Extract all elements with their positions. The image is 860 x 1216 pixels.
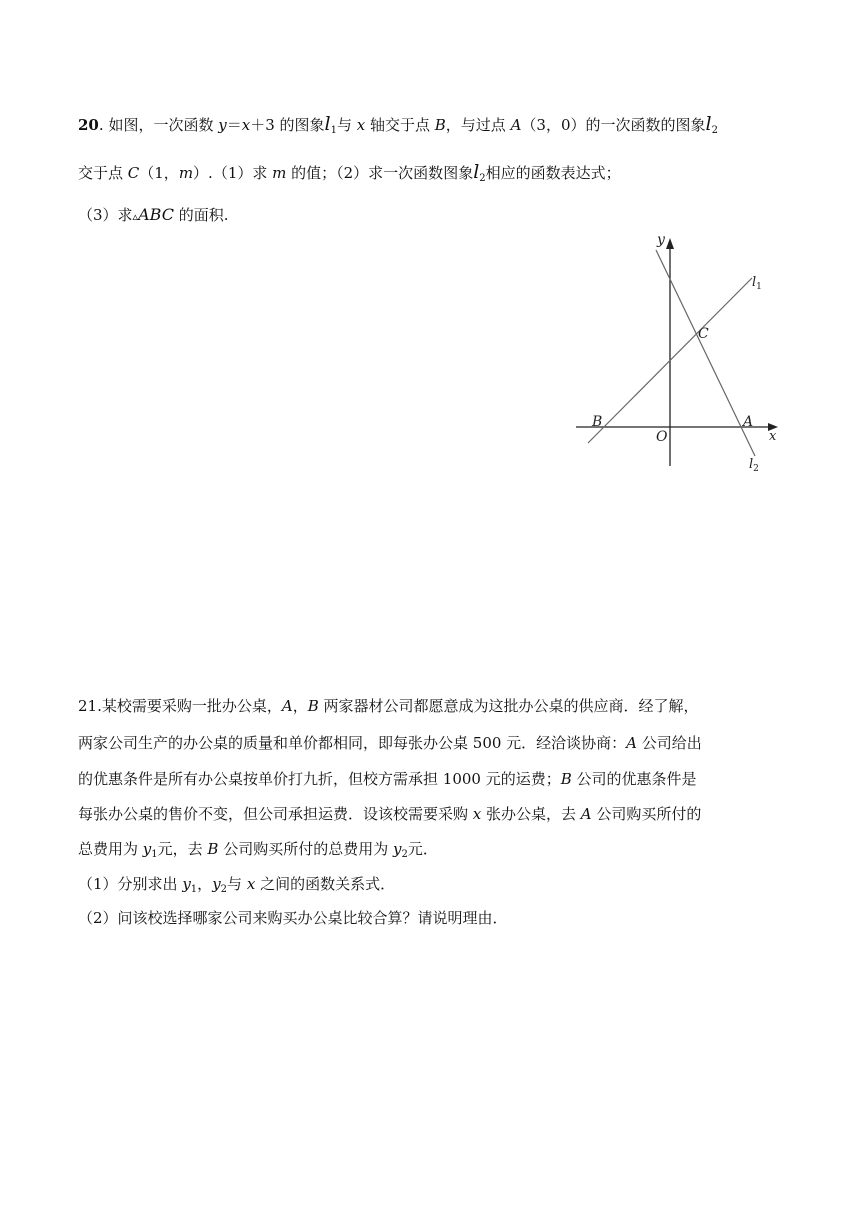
subscript: 1 — [190, 884, 198, 895]
var-c: C — [127, 164, 140, 182]
subscript: 2 — [220, 884, 228, 895]
point-c-label: C — [698, 326, 709, 342]
point-a-label: A — [743, 414, 754, 430]
y-axis-label: y — [657, 232, 665, 248]
line-l2 — [656, 250, 755, 456]
text: 每张办公桌的售价不变，但公司承担运费．设该校需要采购 — [78, 805, 473, 823]
text: 公司购买所付的总费用为 — [218, 840, 393, 858]
text: ，与过点 — [445, 116, 511, 134]
q20-line-3 — [78, 205, 228, 227]
q21-line-2 — [78, 733, 702, 753]
q20-line-1 — [78, 114, 718, 135]
triangle-symbol: ▵ — [132, 210, 139, 223]
var-y: y — [393, 840, 402, 858]
var-y: y — [182, 875, 191, 893]
var-a: A — [626, 734, 638, 752]
text: 总费用为 — [78, 840, 143, 858]
var-abc: ABC — [138, 205, 174, 224]
var-y: y — [212, 875, 221, 893]
var-a: A — [510, 116, 522, 134]
q20-figure — [570, 228, 790, 484]
var-a: A — [281, 697, 293, 715]
text: 与 — [227, 875, 247, 893]
var-x: x — [246, 875, 256, 893]
var-l: l — [473, 161, 480, 183]
text: ＋3 的图象 — [250, 116, 325, 134]
var-l: l — [705, 113, 712, 135]
text: 公司购买所付的 — [591, 805, 702, 823]
var-m: m — [272, 164, 287, 182]
q20-line-2 — [78, 162, 621, 183]
text: 之间的函数关系式． — [255, 875, 396, 893]
text: 轴交于点 — [365, 116, 435, 134]
var-y: y — [142, 840, 152, 858]
subscript: 1 — [151, 849, 158, 860]
var-l: l — [324, 113, 331, 135]
var-a: A — [580, 805, 592, 823]
var-b: B — [207, 840, 219, 858]
q21-line-5 — [78, 839, 438, 859]
text: 相应的函数表达式； — [485, 164, 621, 182]
q20-dot: . — [98, 116, 104, 134]
subscript: 2 — [711, 125, 718, 136]
x-axis-label: x — [769, 429, 777, 444]
origin-label: O — [656, 429, 668, 445]
text: （2）问该校选择哪家公司来购买办公桌比较合算？请说明理由． — [78, 909, 508, 927]
text: 的值；（2）求一次函数图象 — [286, 164, 474, 182]
l2-label: $l_2$ — [749, 457, 759, 474]
text: ＝ — [226, 116, 242, 134]
text: （3，0）的一次函数的图象 — [521, 116, 706, 134]
q21-line-7 — [78, 908, 508, 928]
text: ， — [197, 875, 213, 893]
point-b-label: B — [592, 414, 603, 430]
text: ， — [292, 697, 308, 715]
subscript: 2 — [401, 849, 408, 860]
text: 与 — [336, 116, 357, 134]
var-x: x — [241, 116, 251, 134]
text: 的面积. — [173, 206, 229, 224]
text: 如图，一次函数 — [108, 116, 219, 134]
q21-number: 21. — [78, 697, 102, 715]
text: 张办公桌，去 — [481, 805, 581, 823]
text: 元，去 — [157, 840, 208, 858]
var-b: B — [434, 116, 446, 134]
text: 交于点 — [78, 164, 128, 182]
text: （3）求 — [78, 206, 133, 224]
subscript: 1 — [330, 125, 337, 136]
text: 某校需要采购一批办公桌， — [101, 697, 282, 715]
q20-number: 20 — [78, 116, 99, 134]
l1-label: $l_1$ — [752, 275, 762, 292]
var-y: y — [218, 116, 227, 134]
q21-line-3 — [78, 769, 697, 789]
subscript: 2 — [479, 173, 486, 184]
var-x: x — [356, 116, 366, 134]
y-axis-arrow — [666, 238, 674, 249]
text: （1， — [139, 164, 179, 182]
var-b: B — [307, 697, 319, 715]
q21-line-1 — [78, 696, 699, 716]
text: 的优惠条件是所有办公桌按单价打九折，但校方需承担 1000 元的运费； — [78, 770, 561, 788]
text: ）.（1）求 — [193, 164, 273, 182]
var-m: m — [178, 164, 194, 182]
text: 两家器材公司都愿意成为这批办公桌的供应商．经了解， — [318, 697, 699, 715]
text: 元． — [407, 840, 438, 858]
text: （1）分别求出 — [78, 875, 183, 893]
text: 两家公司生产的办公桌的质量和单价都相同，即每张办公桌 500 元．经洽谈协商： — [78, 734, 627, 752]
var-b: B — [560, 770, 572, 788]
text: 公司给出 — [637, 734, 702, 752]
text: 公司的优惠条件是 — [571, 770, 697, 788]
q21-line-4 — [78, 804, 701, 824]
q21-line-6 — [78, 874, 395, 894]
var-x: x — [472, 805, 482, 823]
